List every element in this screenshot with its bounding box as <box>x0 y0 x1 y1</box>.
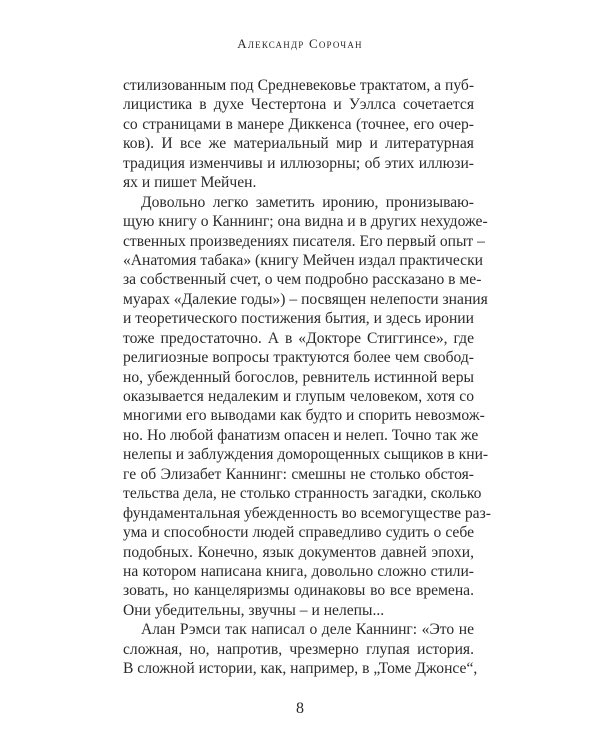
text-line: В сложной истории, как, например, в „Томе Джонсе“, <box>123 660 478 678</box>
text-line: «Анатомия табака» (книгу Мейчен издал практически <box>123 251 484 269</box>
page-number: 8 <box>296 700 304 717</box>
text-line: но, убежденный богослов, ревнитель истинной веры <box>123 368 474 386</box>
text-line: Они убедительны, звучны – и нелепы... <box>123 601 385 619</box>
text-line: тоже предостаточно. А в «Докторе Стиггинсе», где <box>123 329 474 347</box>
text-line: подобных. Конечно, язык документов давней эпохи, <box>123 543 474 561</box>
text-line: муарах «Далекие годы») – посвящен нелепости знания <box>123 290 488 308</box>
text-line: тельства дела, не столько странность загадки, сколько <box>123 485 482 503</box>
text-line: но. Но любой фанатизм опасен и нелеп. Точно так же <box>123 426 479 444</box>
text-line: традиция изменчивы и иллюзорны; об этих иллюзи- <box>123 154 474 172</box>
text-line: зовать, но канцеляризмы одинаковы во все времена. <box>123 582 474 600</box>
text-line: стилизованным под Средневековье трактатом, а пуб- <box>123 77 475 94</box>
text-line: щую книгу о Каннинг; она видна и в других нехудоже- <box>123 213 488 231</box>
running-header: Александр Сорочан <box>237 36 363 51</box>
text-line: на котором написана книга, довольно сложно стили- <box>123 562 474 580</box>
text-line: религиозные вопросы трактуются более чем свобод- <box>123 349 474 367</box>
text-line: и теоретического постижения бытия, и здесь иронии <box>123 310 474 328</box>
text-line: многими его выводами как будто и спорить невозмож- <box>123 407 485 425</box>
text-line: нелепы и заблуждения доморощенных сыщиков в кни- <box>123 446 489 464</box>
text-line: за собственный счет, о чем подробно рассказано в ме- <box>123 271 482 289</box>
text-line: Алан Рэмси так написал о деле Каннинг: «Это не <box>141 621 474 639</box>
text-line: сложная, но, напротив, чрезмерно глупая история. <box>123 640 474 658</box>
text-line: фундаментальная убежденность во всемогуществе раз- <box>123 504 491 522</box>
text-line: ге об Элизабет Каннинг: смешны не столько обстоя- <box>123 465 474 483</box>
text-line: ума и способности людей справедливо судить о себе <box>123 524 474 542</box>
text-line: ях и пишет Мейчен. <box>123 174 257 192</box>
text-line: ственных произведениях писателя. Его первый опыт – <box>123 232 485 250</box>
text-line: ков). И все же материальный мир и литературная <box>123 135 474 153</box>
text-line: Довольно легко заметить иронию, пронизываю- <box>141 193 474 211</box>
text-line: со страницами в манере Диккенса (точнее, его очер- <box>123 115 474 133</box>
text-line: лицистика в духе Честертона и Уэллса сочетается <box>123 96 474 114</box>
body-text <box>123 76 491 679</box>
text-line: оказывается недалеким и глупым человеком, хотя со <box>123 388 474 405</box>
